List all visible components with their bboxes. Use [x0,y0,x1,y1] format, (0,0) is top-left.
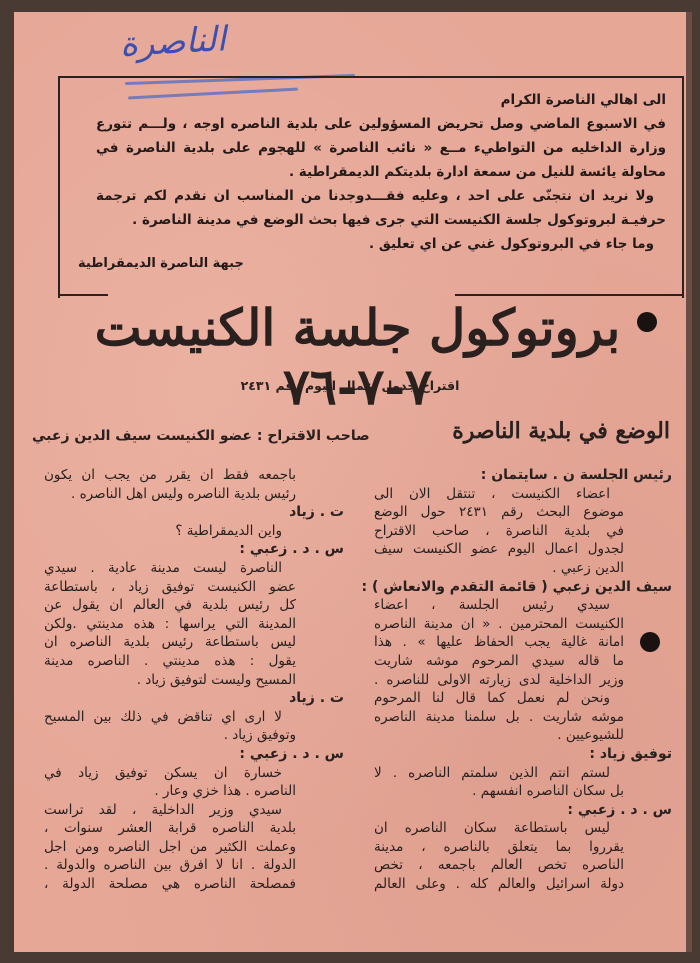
text-line: بل سكان الناصره انفسهم . [472,783,624,800]
text-line: الدين زعبي . [552,559,624,576]
text-line: امانة غالية يجب الحفاظ عليها » . هذا [374,634,624,651]
text-line: باجمعه فقط ان يقرر من يجب ان يكون [44,467,296,483]
box-border [58,294,108,296]
text-line: عضو الكنيست توفيق زياد ، باستطاعة [44,578,296,595]
text-line: لا ارى اي تناقض في ذلك بين المسيح [44,708,282,725]
right-column [361,466,672,894]
speaker-label: سيف الدين زعبي ( قائمة التقدم والانعاش ) : [361,578,672,595]
text-line: لستم انتم الذين سلمتم الناصره . لا [374,764,610,781]
notice-signature: جبهة الناصرة الديمقراطية [78,256,244,271]
text-line: ما قاله سيدي المرحوم موشه شاريت [374,652,624,669]
text-line: الناصرة ليست مدينة عادية . سيدي [44,559,282,576]
page-edge [686,12,692,952]
proposer-line: صاحب الاقتراح : عضو الكنيست سيف الدين زعبي [32,428,370,444]
notice-greeting: الى اهالي الناصرة الكرام [500,92,666,108]
text-line: في بلدية الناصرة ، صاحب الاقتراح [374,522,624,539]
text-line: رئيس بلدية الناصره وليس اهل الناصره . [71,485,296,502]
text-line: موضوع البحث رقم ٢٤٣١ حول الوضع [374,504,624,521]
text-line: فمصلحة الناصره هي مصلحة الدولة ، [44,876,296,893]
speaker-label: س . د . زعبي : [239,745,344,762]
text-line: ليس باستطاعة سكان الناصره ان [374,820,610,837]
text-line: يقول : هذه مدينتي . الناصره مدينة [44,652,296,669]
text-line: سيدي رئيس الجلسة ، اعضاء [374,597,610,614]
speaker-label: توفيق زياد : [589,745,672,762]
speaker-label: ت . زياد [289,504,344,521]
punch-hole [640,632,660,652]
text-line: ونحن لم نعمل كما قال لنا المرحوم [374,690,610,707]
text-line: واين الديمقراطية ؟ [175,522,282,539]
speaker-label: س . د . زعبي : [567,801,672,818]
text-line: كل رئيس بلدية في العالم ان يقول عن [44,597,296,614]
text-line: الكنيست المحترمين . « ان مدينة الناصره [374,615,624,632]
left-column [44,466,344,894]
text-line: للشيوعيين . [557,727,624,744]
text-line: وزير الداخلية لدى زيارته الاولى للناصره . [374,671,624,688]
text-line: الناصره . هذا خزي وعار . [154,783,296,800]
handwritten-note: الناصرة [119,19,227,65]
text-line: سيدي وزير الداخلية ، لقد تراست [44,801,282,818]
text-line: المسيح وليست لتوفيق زياد . [136,671,296,688]
text-line: وعملت الكثير من اجل الناصره ومن اجل [44,838,296,855]
speaker-label: س . د . زعبي : [239,541,344,558]
text-line: اعضاء الكنيست ، تنتقل الان الى [374,485,610,502]
speaker-label: رئيس الجلسة ن . سايتمان : [480,467,672,483]
notice-paragraph: في الاسبوع الماضي وصل تحريض المسؤولين على بلدية الناصره اوجه ، ولـــم تتورع وزارة الداخليه من التواطيء مــع « نائب الناصرة » للهجوم على بلدية الناصرة في محاولة يائسة للنيل من سمعة ادارة بلديتكم الديمقراطية . [96,116,666,180]
text-line: لجدول اعمال اليوم عضو الكنيست سيف [374,541,624,558]
text-line: وتوفيق زياد . [223,727,296,744]
text-line: دولة اسرائيل والعالم كله . وعلى العالم [374,876,624,893]
notice-paragraph: وما جاء في البروتوكول غني عن اي تعليق . [369,236,654,252]
notice-text [96,88,666,256]
speaker-label: ت . زياد [289,690,344,707]
headline: بروتوكول جلسة الكنيست ٧-٧-٧٦ [94,298,621,416]
notice-paragraph: ولا نريد ان نتجنّى على احد ، وعليه فقـــدوجدنا من المناسب ان نقدم لكم ترجمة حرفيـة لبروتوكول جلسة الكنيست التي جرى فيها بحث الوضع في مدينة الناصرة . [96,188,666,228]
text-line: المدينة التي يراسها : هذه مدينتي .ولكن [44,615,296,632]
text-line: يقرروا بما يتعلق بالناصره ، مدينة [374,838,624,855]
text-line: موشه شاريت . بل سلمنا مدينة الناصره [374,708,624,725]
text-line: خسارة ان يسكن توفيق زياد في [44,764,282,781]
text-line: ليس باستطاعة رئيس بلدية الناصره ان [44,634,296,651]
text-line: الناصره تخص العالم باجمعه ، تخص [374,857,624,874]
subheadline: اقتراح جدول اعمال اليوم رقم ٢٤٣١ [240,378,460,393]
box-border [455,294,682,296]
text-line: بلدية الناصره قرابة العشر سنوات ، [44,820,296,837]
punch-hole [637,312,657,332]
text-line: الدولة . انا لا افرق بين الناصره والدولة . [44,857,296,874]
section-title: الوضع في بلدية الناصرة [452,418,670,444]
